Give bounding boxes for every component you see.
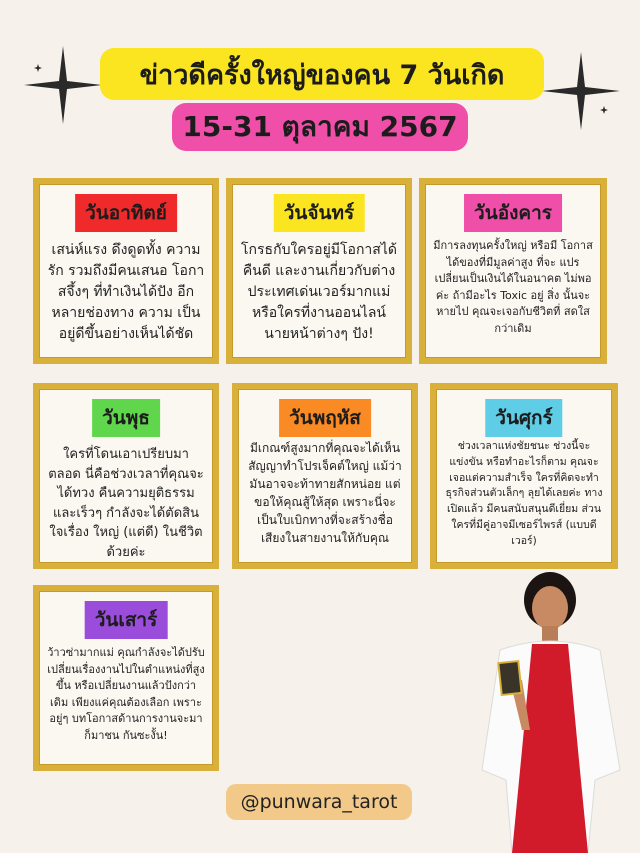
day-label-thursday: วันพฤหัส	[279, 399, 371, 437]
day-label-sunday: วันอาทิตย์	[75, 194, 177, 232]
day-label-saturday: วันเสาร์	[85, 601, 168, 639]
day-label-friday: วันศุกร์	[485, 399, 562, 437]
day-label-monday: วันจันทร์	[274, 194, 365, 232]
card-text-thursday: มีเกณฑ์สูงมากที่คุณจะได้เห็น สัญญาทำโปรเจ็คต์ใหญ่ แม้ว่า มันอาจจะท้าทายสักหน่อย แต่ ขอให้คุณสู้ให้สุด เพราะนี่จะ เป็นใบเบิกทางที่จะสร้างชื่อ เสียงในสายงานให้กับคุณ	[248, 441, 402, 545]
date-range: 15-31 ตุลาคม 2567	[172, 103, 468, 151]
card-wednesday	[33, 383, 219, 569]
page-title: ข่าวดีครั้งใหญ่ของคน 7 วันเกิด	[100, 48, 544, 100]
card-friday	[430, 383, 618, 569]
card-monday	[226, 178, 412, 364]
card-text-wednesday: ใครที่โดนเอาเปรียบมาตลอด นี่คือช่วงเวลาที่คุณจะได้ทวง คืนความยุติธรรม และเร็วๆ กำลังจะได้ตัดสินใจเรื่อง ใหญ่ (แต่ดี) ในชีวิตด้วยค่ะ	[48, 447, 204, 560]
card-text-friday: ช่วงเวลาแห่งชัยชนะ ช่วงนี้จะ แข่งขัน หรือทำอะไรก็ตาม คุณจะ เจอแต่ความสำเร็จ ใครที่คิดจะทำ ธุรกิจส่วนตัวเล็กๆ ลุยได้เลยค่ะ ทางเปิดแล้ว มีคนสนับสนุนดีเยี่ยม ส่วนใครที่มีคู่อาจมีเซอร์ไพรส์ (แบบดีเวอร์)	[445, 440, 603, 547]
card-thursday	[232, 383, 418, 569]
card-text-saturday: ว้าวซ่ามากแม่ คุณกำลังจะได้ปรับ เปลี่ยนเรื่องงานไปในตำแหน่งที่สูง ขึ้น หรือเปลี่ยนงานแล้วปังกว่าเดิม เพียงแค่คุณต้องเลือก เพราะอยู่ๆ บทโอกาสด้านการงานจะมาก็มาชน กันซะงั้น!	[47, 646, 205, 742]
card-sunday	[33, 178, 219, 364]
day-label-tuesday: วันอังคาร	[464, 194, 562, 232]
card-tuesday	[419, 178, 607, 364]
sparkle-right-icon	[540, 50, 622, 132]
card-saturday	[33, 585, 219, 771]
social-handle: @punwara_tarot	[226, 784, 412, 820]
card-text-monday: โกรธกับใครอยู่มีโอกาสได้ คืนดี และงานเกี่ยวกับต่าง ประเทศเด่นเวอร์มากแม่ หรือใครที่งานออนไลน์ นายหน้าต่างๆ ปัง!	[241, 242, 397, 342]
day-label-wednesday: วันพุธ	[92, 399, 160, 437]
card-text-tuesday: มีการลงทุนครั้งใหญ่ หรือมี โอกาสได้ของที่มีมูลค่าสูง ที่จะ แปรเปลี่ยนเป็นเงินได้ในอนาคต ไม่พอค่ะ ถ้ามีอะไร Toxic อยู่ สิ่ง นั้นจะหายไป คุณจะเจอกับชีวิตที่ สดใสกว่าเดิม	[433, 239, 593, 335]
card-text-sunday: เสน่ห์แรง ดึงดูดทั้ง ความรัก รวมถึงมีคนเสนอ โอกาสจึ้งๆ ที่ทำเงินได้ปัง อีกหลายช่องทาง ความ เป็นอยู่ดีขึ้นอย่างเห็นได้ชัด	[47, 242, 205, 342]
tarot-reader-photo	[470, 570, 640, 853]
sparkle-left-icon	[22, 44, 104, 126]
